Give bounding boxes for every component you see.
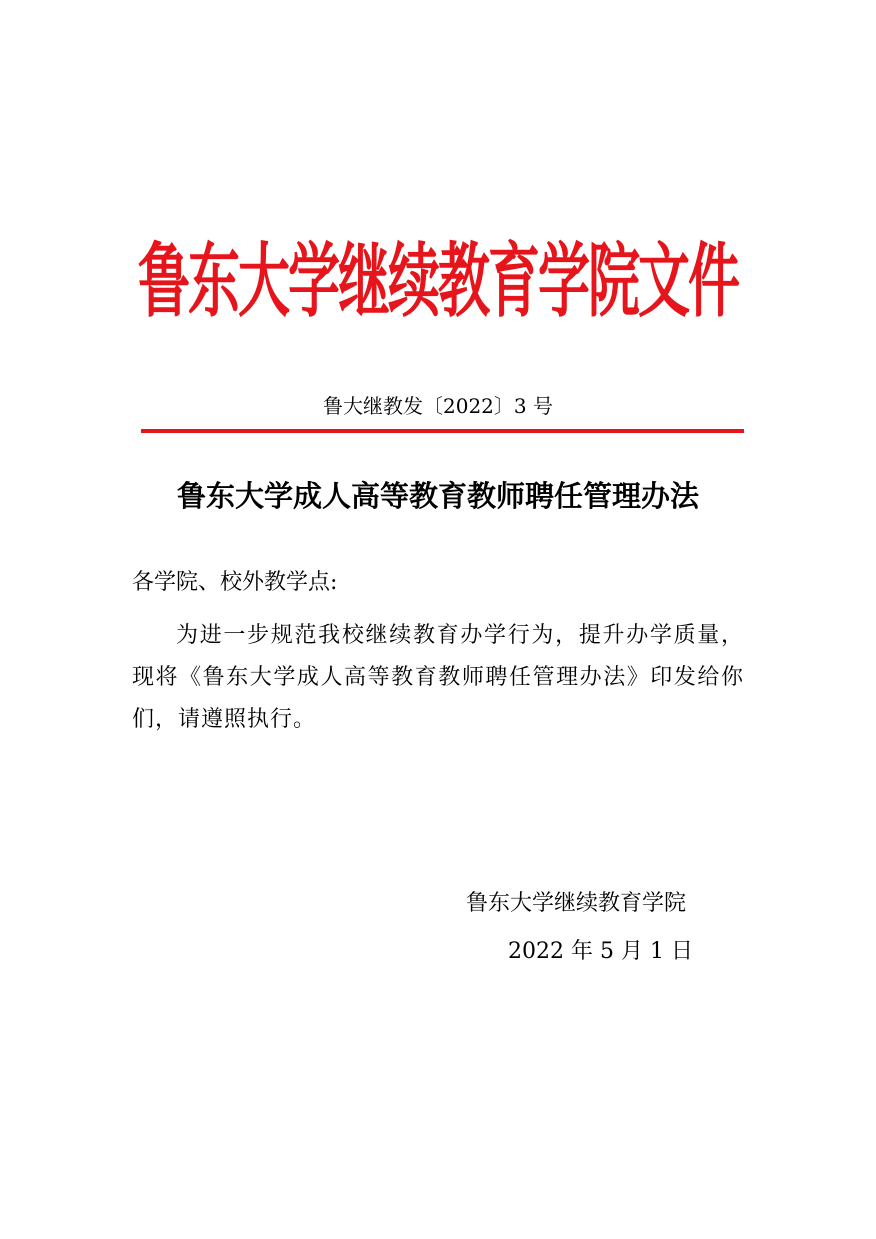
issuer-signature: 鲁东大学继续教育学院	[466, 891, 687, 916]
salutation: 各学院、校外教学点:	[132, 570, 338, 595]
document-number: 鲁大继教发〔2022〕3 号	[323, 394, 553, 418]
issue-date: 2022 年 5 月 1 日	[508, 939, 693, 964]
red-divider-line	[141, 429, 744, 433]
document-title: 鲁东大学成人高等教育教师聘任管理办法	[176, 479, 699, 513]
body-paragraph: 为进一步规范我校继续教育办学行为，提升办学质量，现将《鲁东大学成人高等教育教师聘任管理办法》印发给你们，请遵照执行。	[132, 623, 744, 732]
masthead-title: 鲁东大学继续教育学院文件	[137, 236, 738, 329]
